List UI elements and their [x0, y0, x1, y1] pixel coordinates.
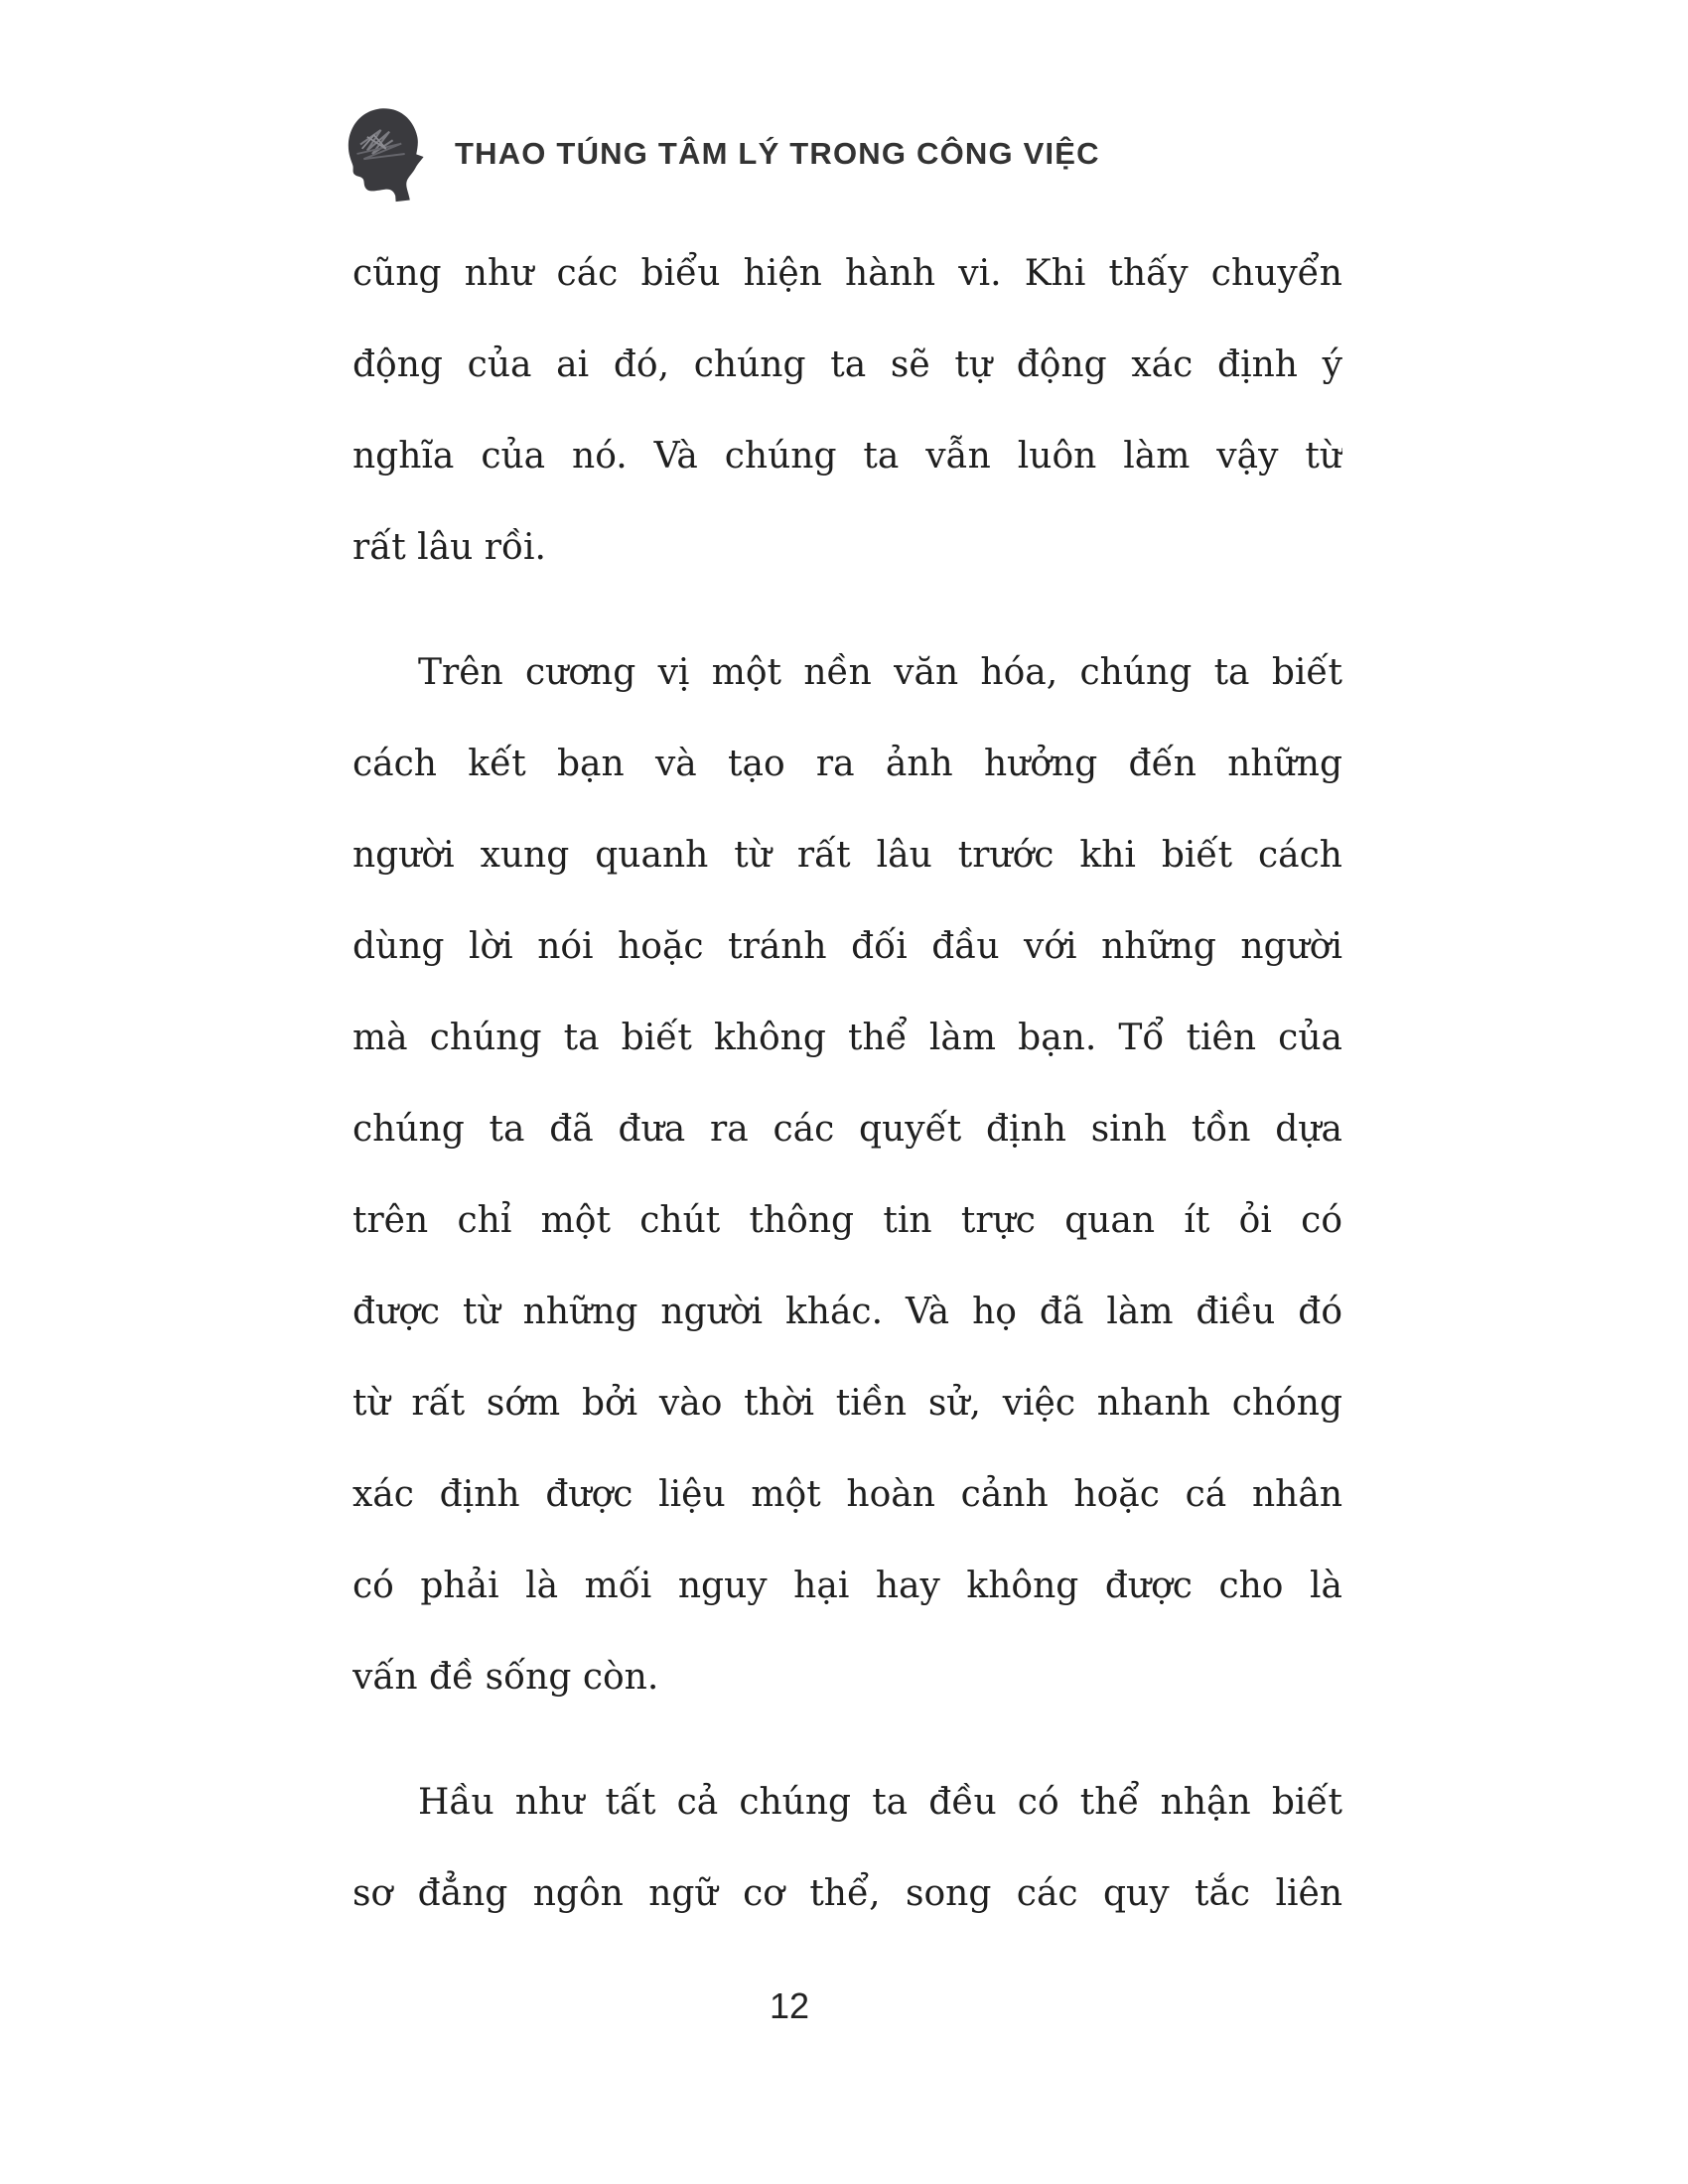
page-number: 12	[769, 1985, 810, 2026]
head-profile-icon	[342, 105, 427, 203]
text-line: nghĩa của nó. Và chúng ta vẫn luôn làm vậy từ	[352, 436, 1342, 477]
paragraph	[352, 627, 1342, 1723]
text-line: chúng ta đã đưa ra các quyết định sinh tồn dựa	[352, 1109, 1342, 1150]
text-line: Hầu như tất cả chúng ta đều có thể nhận biết	[418, 1782, 1342, 1823]
text-line: sơ đẳng ngôn ngữ cơ thể, song các quy tắc liên	[352, 1873, 1342, 1914]
body-text	[352, 228, 1342, 1974]
page-header	[342, 105, 1100, 203]
text-line: Trên cương vị một nền văn hóa, chúng ta biết	[418, 652, 1342, 693]
text-line: cách kết bạn và tạo ra ảnh hưởng đến những	[352, 744, 1342, 784]
paragraph	[352, 228, 1342, 594]
paragraph	[352, 1757, 1342, 1940]
text-line: có phải là mối nguy hại hay không được cho là	[352, 1566, 1342, 1606]
text-line: cũng như các biểu hiện hành vi. Khi thấy chuyển	[352, 253, 1342, 294]
running-header-title: THAO TÚNG TÂM LÝ TRONG CÔNG VIỆC	[455, 136, 1100, 171]
text-line: từ rất sớm bởi vào thời tiền sử, việc nhanh chóng	[352, 1383, 1342, 1424]
text-line: mà chúng ta biết không thể làm bạn. Tổ tiên của	[352, 1018, 1342, 1058]
page-footer	[352, 1985, 1226, 2027]
text-line: xác định được liệu một hoàn cảnh hoặc cá nhân	[352, 1474, 1342, 1515]
text-line: rất lâu rồi.	[352, 527, 546, 568]
text-line: người xung quanh từ rất lâu trước khi biết cách	[352, 835, 1342, 876]
text-line: dùng lời nói hoặc tránh đối đầu với những người	[352, 926, 1342, 967]
text-line: vấn đề sống còn.	[352, 1657, 659, 1698]
text-line: động của ai đó, chúng ta sẽ tự động xác định ý	[352, 344, 1342, 385]
text-line: trên chỉ một chút thông tin trực quan ít ỏi có	[352, 1200, 1342, 1241]
text-line: được từ những người khác. Và họ đã làm điều đó	[352, 1292, 1342, 1332]
